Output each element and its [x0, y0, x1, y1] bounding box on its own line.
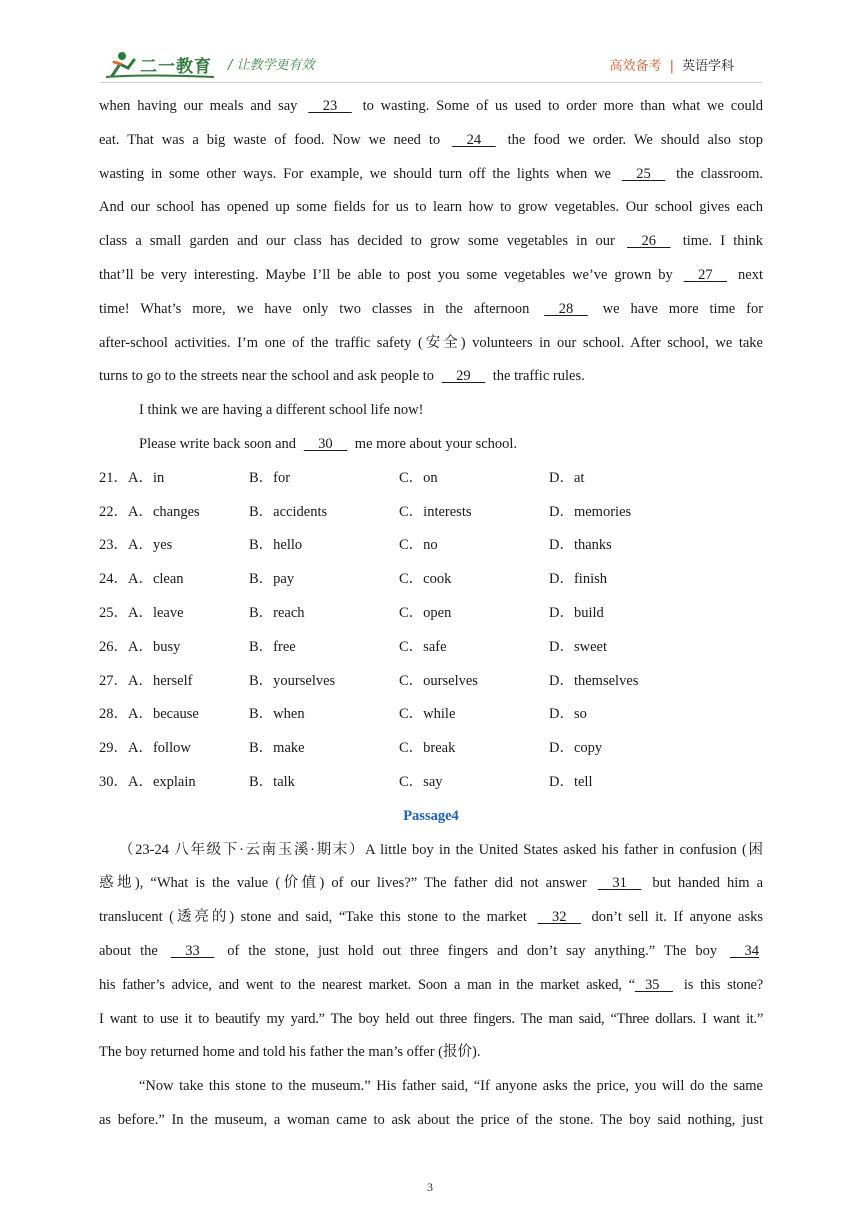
text-line: after-school activities. I’m one of the traffic safety (安全) volunteers in our school. After school, we take — [99, 334, 763, 351]
blank-32: 32 — [551, 909, 567, 926]
option-row: 30．A．explain B．talk C．say D．tell — [99, 773, 593, 790]
page-number: 3 — [427, 1180, 433, 1194]
page-content — [99, 90, 763, 1138]
text-line: eat. That was a big waste of food. Now we need to 24 the food we order. We should also stop — [99, 124, 763, 158]
text-line: class a small garden and our class has decided to grow some vegetables in our 26 time. I think — [99, 225, 763, 259]
text-line: I want to use it to beautify my yard.” The boy held out three fingers. The man said, “Three dollars. I want it.” — [99, 1010, 763, 1027]
text-line: 惑地), “What is the value (价值) of our lives?” The father did not answer 31 but handed him a — [99, 867, 763, 901]
option-row: 23．A．yes B．hello C．no D．thanks — [99, 537, 612, 554]
slogan: / 让教学更有效 — [228, 58, 315, 73]
header-tag: 高效备考 — [609, 59, 662, 74]
option-row: 22．A．changes B．accidents C．interests D．memories — [99, 503, 632, 520]
text-line: as before.” In the museum, a woman came to ask about the price of the stone. The boy said nothing, just — [99, 1111, 763, 1128]
header-separator: | — [669, 59, 674, 74]
text-line: turns to go to the streets near the school and ask people to 29 the traffic rules. — [99, 360, 763, 394]
header-subject-name: 英语学科 — [681, 59, 734, 74]
blank-26: 26 — [641, 233, 657, 250]
passage-title: Passage4 — [403, 807, 459, 824]
text-line: his father’s advice, and went to the nearest market. Soon a man in the market asked, “ 35 is this stone? — [99, 969, 763, 1003]
blank-24: 24 — [466, 131, 482, 148]
options-list — [99, 462, 763, 800]
header-subject — [610, 55, 734, 74]
blank-34: 34 — [744, 942, 760, 959]
text-line: I think we are having a different school life now! — [139, 402, 424, 419]
option-row: 29．A．follow B．make C．break D．copy — [99, 740, 603, 757]
header-divider — [100, 82, 762, 83]
option-row: 28．A．because B．when C．while D．so — [99, 706, 587, 723]
text-line: that’ll be very interesting. Maybe I’ll be able to post you some vegetables we’ve grown by 27 next — [99, 259, 763, 293]
text-line: “Now take this stone to the museum.” His father said, “If anyone asks the price, you will do the same — [139, 1078, 763, 1095]
text-line: （23-24 八年级下·云南玉溪·期末）A little boy in the United States asked his father in confusion (困 — [119, 841, 763, 858]
text-line: when having our meals and say 23 to wasting. Some of us used to order more than what we could — [99, 90, 763, 124]
blank-33: 33 — [185, 942, 200, 959]
option-row: 27．A．herself B．yourselves C．ourselves D．themselves — [99, 672, 639, 689]
option-row: 21．A．in B．for C．on D．at — [99, 469, 585, 486]
blank-25: 25 — [636, 165, 651, 182]
text-line: translucent (透亮的) stone and said, “Take this stone to the market 32 don’t sell it. If anyone asks — [99, 901, 763, 935]
page-header — [0, 0, 860, 90]
blank-35: 35 — [645, 976, 660, 993]
slogan-text: 让教学更有效 — [236, 58, 315, 73]
text-line: time! What’s more, we have only two classes in the afternoon 28 we have more time for — [99, 293, 763, 327]
text-line: And our school has opened up some fields for us to learn how to grow vegetables. Our school gives each — [99, 199, 763, 216]
option-row: 24．A．clean B．pay C．cook D．finish — [99, 571, 607, 588]
blank-31: 31 — [612, 875, 627, 892]
logo-text: 二一教育 — [140, 57, 212, 77]
text-line: Please write back soon and 30 me more about your school. — [99, 428, 763, 462]
option-row: 26．A．busy B．free C．safe D．sweet — [99, 638, 607, 655]
text-line: about the 33 of the stone, just hold out three fingers and don’t say anything.” The boy 34 — [99, 935, 763, 969]
blank-30: 30 — [318, 435, 333, 452]
blank-28: 28 — [558, 300, 574, 317]
blank-29: 29 — [456, 368, 471, 385]
blank-23: 23 — [322, 98, 338, 114]
text-line: The boy returned home and told his father the man’s offer (报价). — [99, 1044, 481, 1061]
blank-27: 27 — [698, 266, 713, 283]
text-line: wasting in some other ways. For example, we should turn off the lights when we 25 the classroom. — [99, 158, 763, 192]
option-row: 25．A．leave B．reach C．open D．build — [99, 604, 604, 621]
